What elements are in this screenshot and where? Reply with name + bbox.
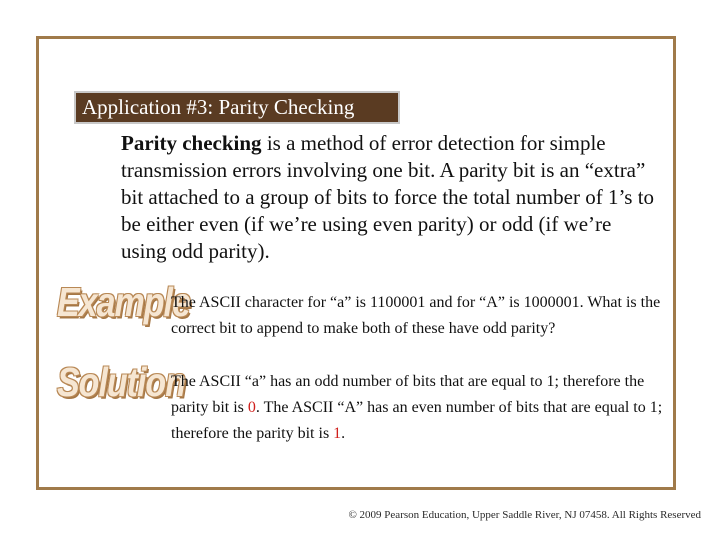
- copyright-footer: © 2009 Pearson Education, Upper Saddle River, NJ 07458. All Rights Reserved: [348, 509, 701, 521]
- solution-text-part-3: .: [341, 425, 346, 442]
- intro-paragraph: [121, 130, 661, 265]
- parity-bit-A: 1: [333, 425, 342, 442]
- solution-text-part-1: The ASCII “a” has an odd number of bits that are equal to 1; therefore the parity bit is: [171, 373, 645, 416]
- solution-text-part-2: . The ASCII “A” has an even number of bits that are equal to 1; therefore the parity bit is: [171, 399, 663, 442]
- solution-text: [171, 369, 676, 447]
- slide-title: Application #3: Parity Checking: [74, 91, 400, 124]
- intro-term: Parity checking: [121, 131, 262, 155]
- example-text: The ASCII character for “a” is 1100001 and for “A” is 1000001. What is the correct bit to append to make both of these have odd parity?: [171, 294, 661, 337]
- parity-bit-a: 0: [247, 399, 256, 416]
- solution-wordart-label: Solution: [57, 360, 185, 406]
- intro-text: is a method of error detection for simple transmission errors involving one bit. A parity bit is an “extra” bit attached to a group of bits to force the total number of 1’s to be either even (if we’re using even parity) or odd (if we’re using odd parity).: [121, 131, 655, 263]
- example-wordart-label: Example: [57, 280, 190, 326]
